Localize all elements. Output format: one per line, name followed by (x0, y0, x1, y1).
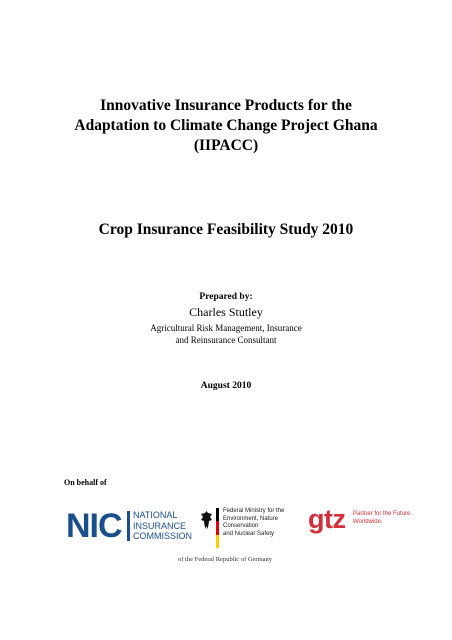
nic-logo-text (133, 510, 192, 542)
bmu-logo-line-3: and Nuclear Safety (223, 530, 275, 537)
nic-logo-line-3: COMMISSION (133, 531, 193, 541)
bmu-logo-line-1: Federal Ministry for the (223, 508, 285, 514)
gtz-logo-tagline (353, 511, 412, 526)
prepared-by-label: Prepared by: (199, 292, 253, 302)
title-line-3: (IIPACC) (193, 137, 259, 154)
nic-logo-line-2: INSURANCE (133, 520, 187, 531)
nic-logo-letters: NIC (66, 507, 122, 545)
title-line-1: Innovative Insurance Products for the (100, 97, 352, 114)
nic-logo (66, 507, 193, 545)
bmu-logo-line-2: Environment, Nature Conservation (223, 515, 279, 529)
author-affiliation (0, 322, 452, 346)
affiliation-line-1: Agricultural Risk Management, Insurance (150, 323, 302, 333)
title-line-2: Adaptation to Climate Change Project Ghana (74, 117, 378, 134)
gtz-logo (308, 496, 418, 558)
gtz-logo-word: gtz (308, 504, 346, 534)
document-title (0, 96, 452, 156)
on-behalf-of-label: On behalf of (64, 478, 107, 487)
nic-logo-divider (127, 511, 130, 541)
gtz-tagline-line-1: Partner for the Future. (353, 511, 413, 517)
affiliation-line-2: and Reinsurance Consultant (175, 335, 277, 345)
german-flag-icon (216, 508, 219, 548)
bmu-logo-subtext: of the Federal Republic of Germany (178, 556, 273, 563)
eagle-icon (200, 510, 213, 530)
bmu-logo (200, 508, 310, 548)
nic-logo-line-1: NATIONAL (133, 510, 178, 520)
bmu-logo-text (223, 508, 310, 538)
author-name: Charles Stutley (189, 305, 263, 319)
publication-date: August 2010 (200, 381, 252, 391)
gtz-tagline-line-2: Worldwide. (353, 518, 383, 525)
document-subtitle: Crop Insurance Feasibility Study 2010 (98, 221, 354, 238)
